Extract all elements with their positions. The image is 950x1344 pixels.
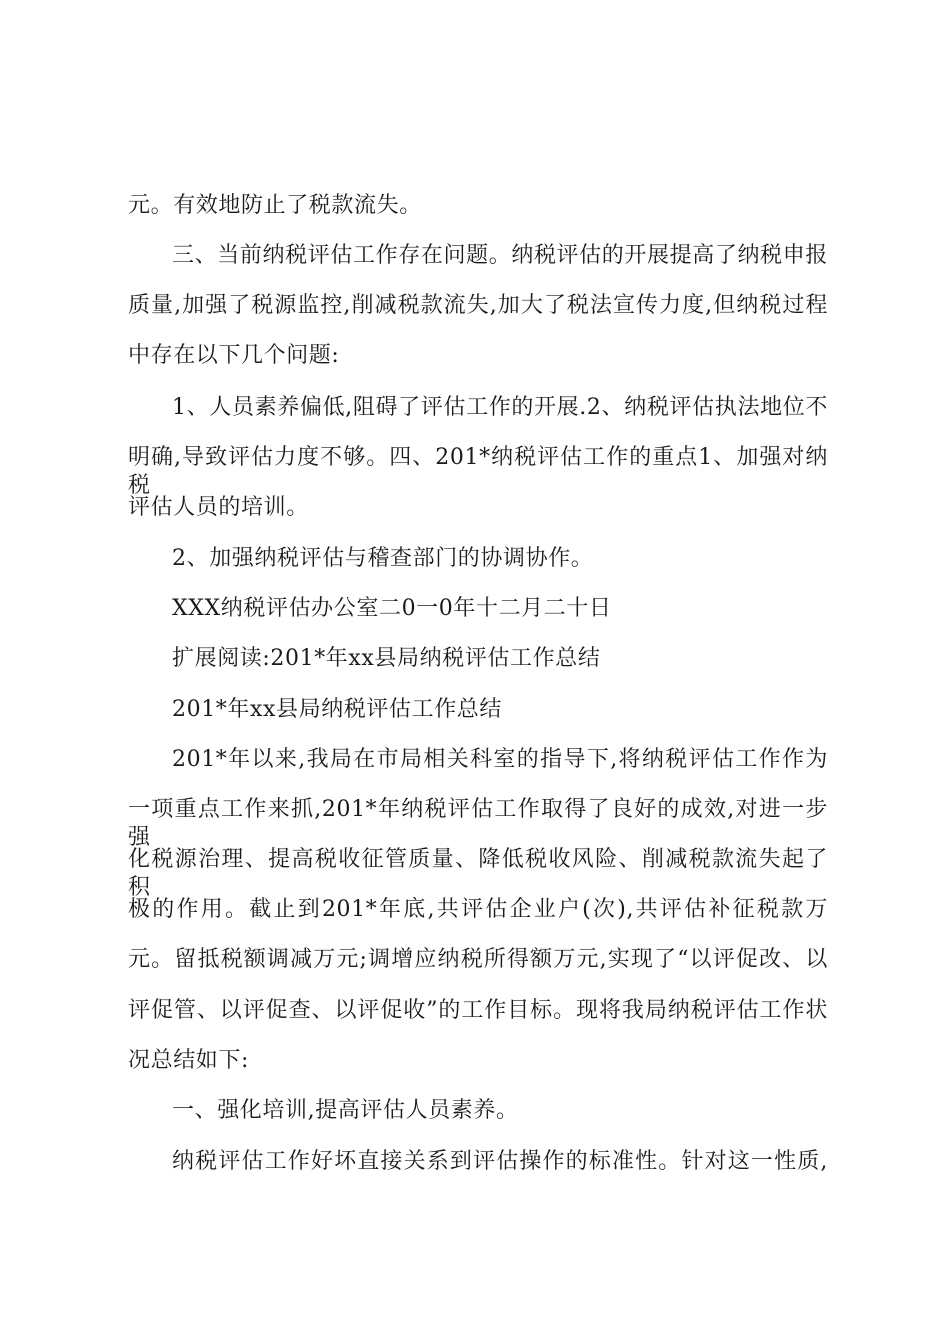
text-line: 元。留抵税额调减万元;调增应纳税所得额万元,实现了“以评促改、以 [128, 947, 828, 972]
text-line: 评估人员的培训。 [128, 495, 309, 520]
text-line: 化税源治理、提高税收征管质量、降低税收风险、削减税款流失起了积 [128, 847, 828, 900]
text-line: 三、当前纳税评估工作存在问题。纳税评估的开展提高了纳税申报 [172, 243, 828, 268]
text-line: 中存在以下几个问题: [128, 343, 340, 368]
text-line: 1、人员素养偏低,阻碍了评估工作的开展.2、纳税评估执法地位不 [172, 395, 828, 420]
text-line: 2、加强纳税评估与稽查部门的协调协作。 [172, 546, 594, 571]
text-line: 明确,导致评估力度不够。四、201*纳税评估工作的重点1、加强对纳税 [128, 445, 828, 498]
signature-line: XXX纳税评估办公室二0一0年十二月二十日 [172, 596, 612, 621]
text-line: 纳税评估工作好坏直接关系到评估操作的标准性。针对这一性质, [172, 1149, 828, 1174]
extended-reading-title: 扩展阅读:201*年xx县局纳税评估工作总结 [172, 646, 601, 671]
text-line: 一项重点工作来抓,201*年纳税评估工作取得了良好的成效,对进一步强 [128, 797, 828, 850]
text-line: 元。有效地防止了税款流失。 [128, 193, 422, 218]
text-line: 况总结如下: [128, 1048, 250, 1073]
text-line: 极的作用。截止到201*年底,共评估企业户(次),共评估补征税款万 [128, 897, 828, 922]
text-line: 评促管、以评促查、以评促收”的工作目标。现将我局纳税评估工作状 [128, 998, 828, 1023]
text-line: 质量,加强了税源监控,削减税款流失,加大了税法宣传力度,但纳税过程 [128, 293, 828, 318]
section-title: 201*年xx县局纳税评估工作总结 [172, 697, 503, 722]
heading-line: 一、强化培训,提高评估人员素养。 [172, 1098, 519, 1123]
text-line: 201*年以来,我局在市局相关科室的指导下,将纳税评估工作作为 [172, 747, 828, 772]
